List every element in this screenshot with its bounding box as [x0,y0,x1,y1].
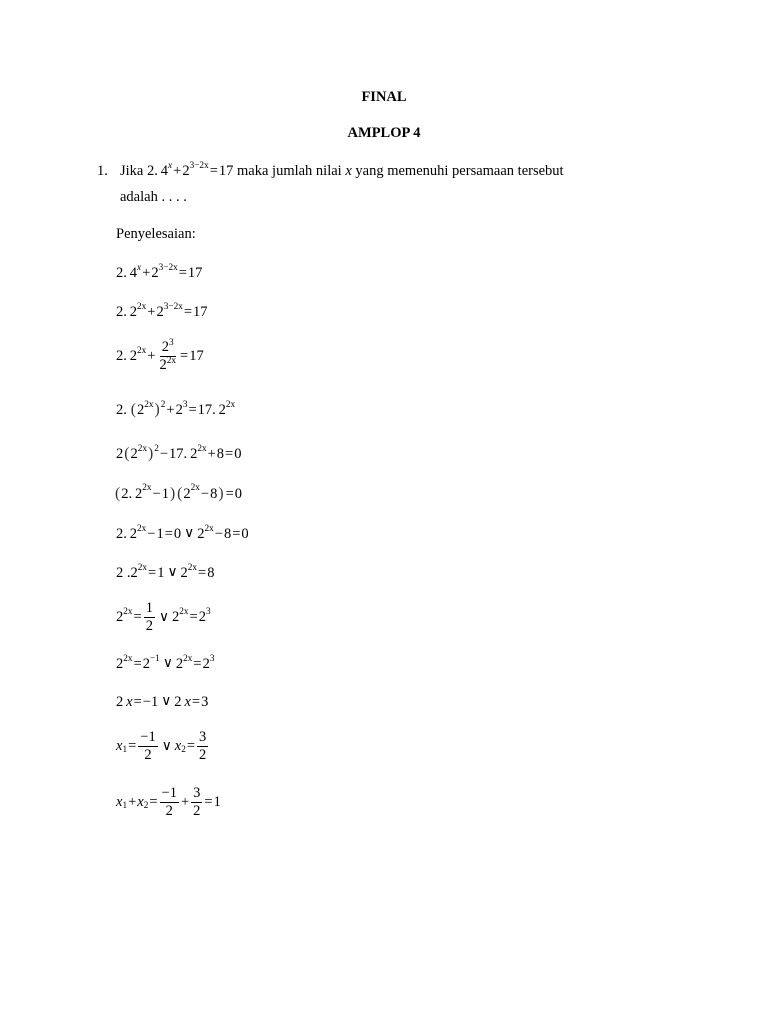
problem-middle: maka jumlah nilai [237,163,342,179]
solution-step-3: 2. 2 $^{2x}$ + $\frac{2^3}{2^{2x}}$ = 17 [116,338,204,374]
problem-prefix: Jika [120,163,144,179]
document-subtitle: AMPLOP 4 [347,125,421,141]
fraction: $\frac{1}{2}$ [145,600,153,635]
solution-step-2: 2. 2 $^{2x}$ + 2 $^{3-2x}$ = 17 [116,301,208,320]
problem-equation: 2. 4 $^x$ + 2 $^{3-2x}$ = 17 [146,160,234,179]
problem-number: 1. [97,163,108,179]
problem-statement-line1 [120,160,564,180]
problem-suffix: yang memenuhi persamaan tersebut [355,163,564,179]
solution-step-1: 2. 4 $^x$ + 2 $^{3-2x}$ = 17 [116,262,203,281]
solution-step-8: 2 . 2 $^{2x}$ = 1 ∨ 2 $^{2x}$ = 8 [116,562,215,581]
fraction: $\frac{2^3}{2^{2x}}$ [159,338,176,374]
solution-step-6: ( 2. 2 $^{2x}$ − 1 ) ( 2 $^{2x}$ − 8 ) = 0 [115,483,242,502]
solution-step-7: 2. 2 $^{2x}$ − 1 = 0 ∨ 2 $^{2x}$ − 8 = 0 [116,523,249,542]
fraction: $\frac{3}{2}$ [193,785,201,820]
problem-statement-line2: adalah . . . . [120,189,187,205]
fraction: $\frac{-1}{2}$ [161,785,177,820]
fraction: $\frac{-1}{2}$ [140,729,156,764]
fraction: $\frac{3}{2}$ [199,729,207,764]
solution-step-12: x $_1$ = $\frac{-1}{2}$ ∨ x $_2$ = $\frac{3}{2}$ [116,729,207,764]
solution-label: Penyelesaian: [116,226,196,242]
solution-step-13: x $_1$ + x $_2$ = $\frac{-1}{2}$ + $\frac{3}{2}$ = 1 [116,785,221,820]
problem-variable: x [345,163,352,179]
solution-step-10: 2 $^{2x}$ = 2 $^{-1}$ ∨ 2 $^{2x}$ = 2 $^3$ [116,653,215,672]
document-title: FINAL [361,89,407,105]
solution-step-4: 2. ( 2 $^{2x}$ ) $^2$ + 2 $^3$ = 17. 2 $^{2x}$ [116,399,236,419]
solution-step-5: 2 ( 2 $^{2x}$ ) $^2$ − 17. 2 $^{2x}$ + 8 = 0 [116,443,242,463]
solution-step-9: 2 $^{2x}$ = $\frac{1}{2}$ ∨ 2 $^{2x}$ = 2 $^3$ [116,600,211,635]
solution-step-11: 2 x = −1 ∨ 2 x = 3 [116,693,209,710]
